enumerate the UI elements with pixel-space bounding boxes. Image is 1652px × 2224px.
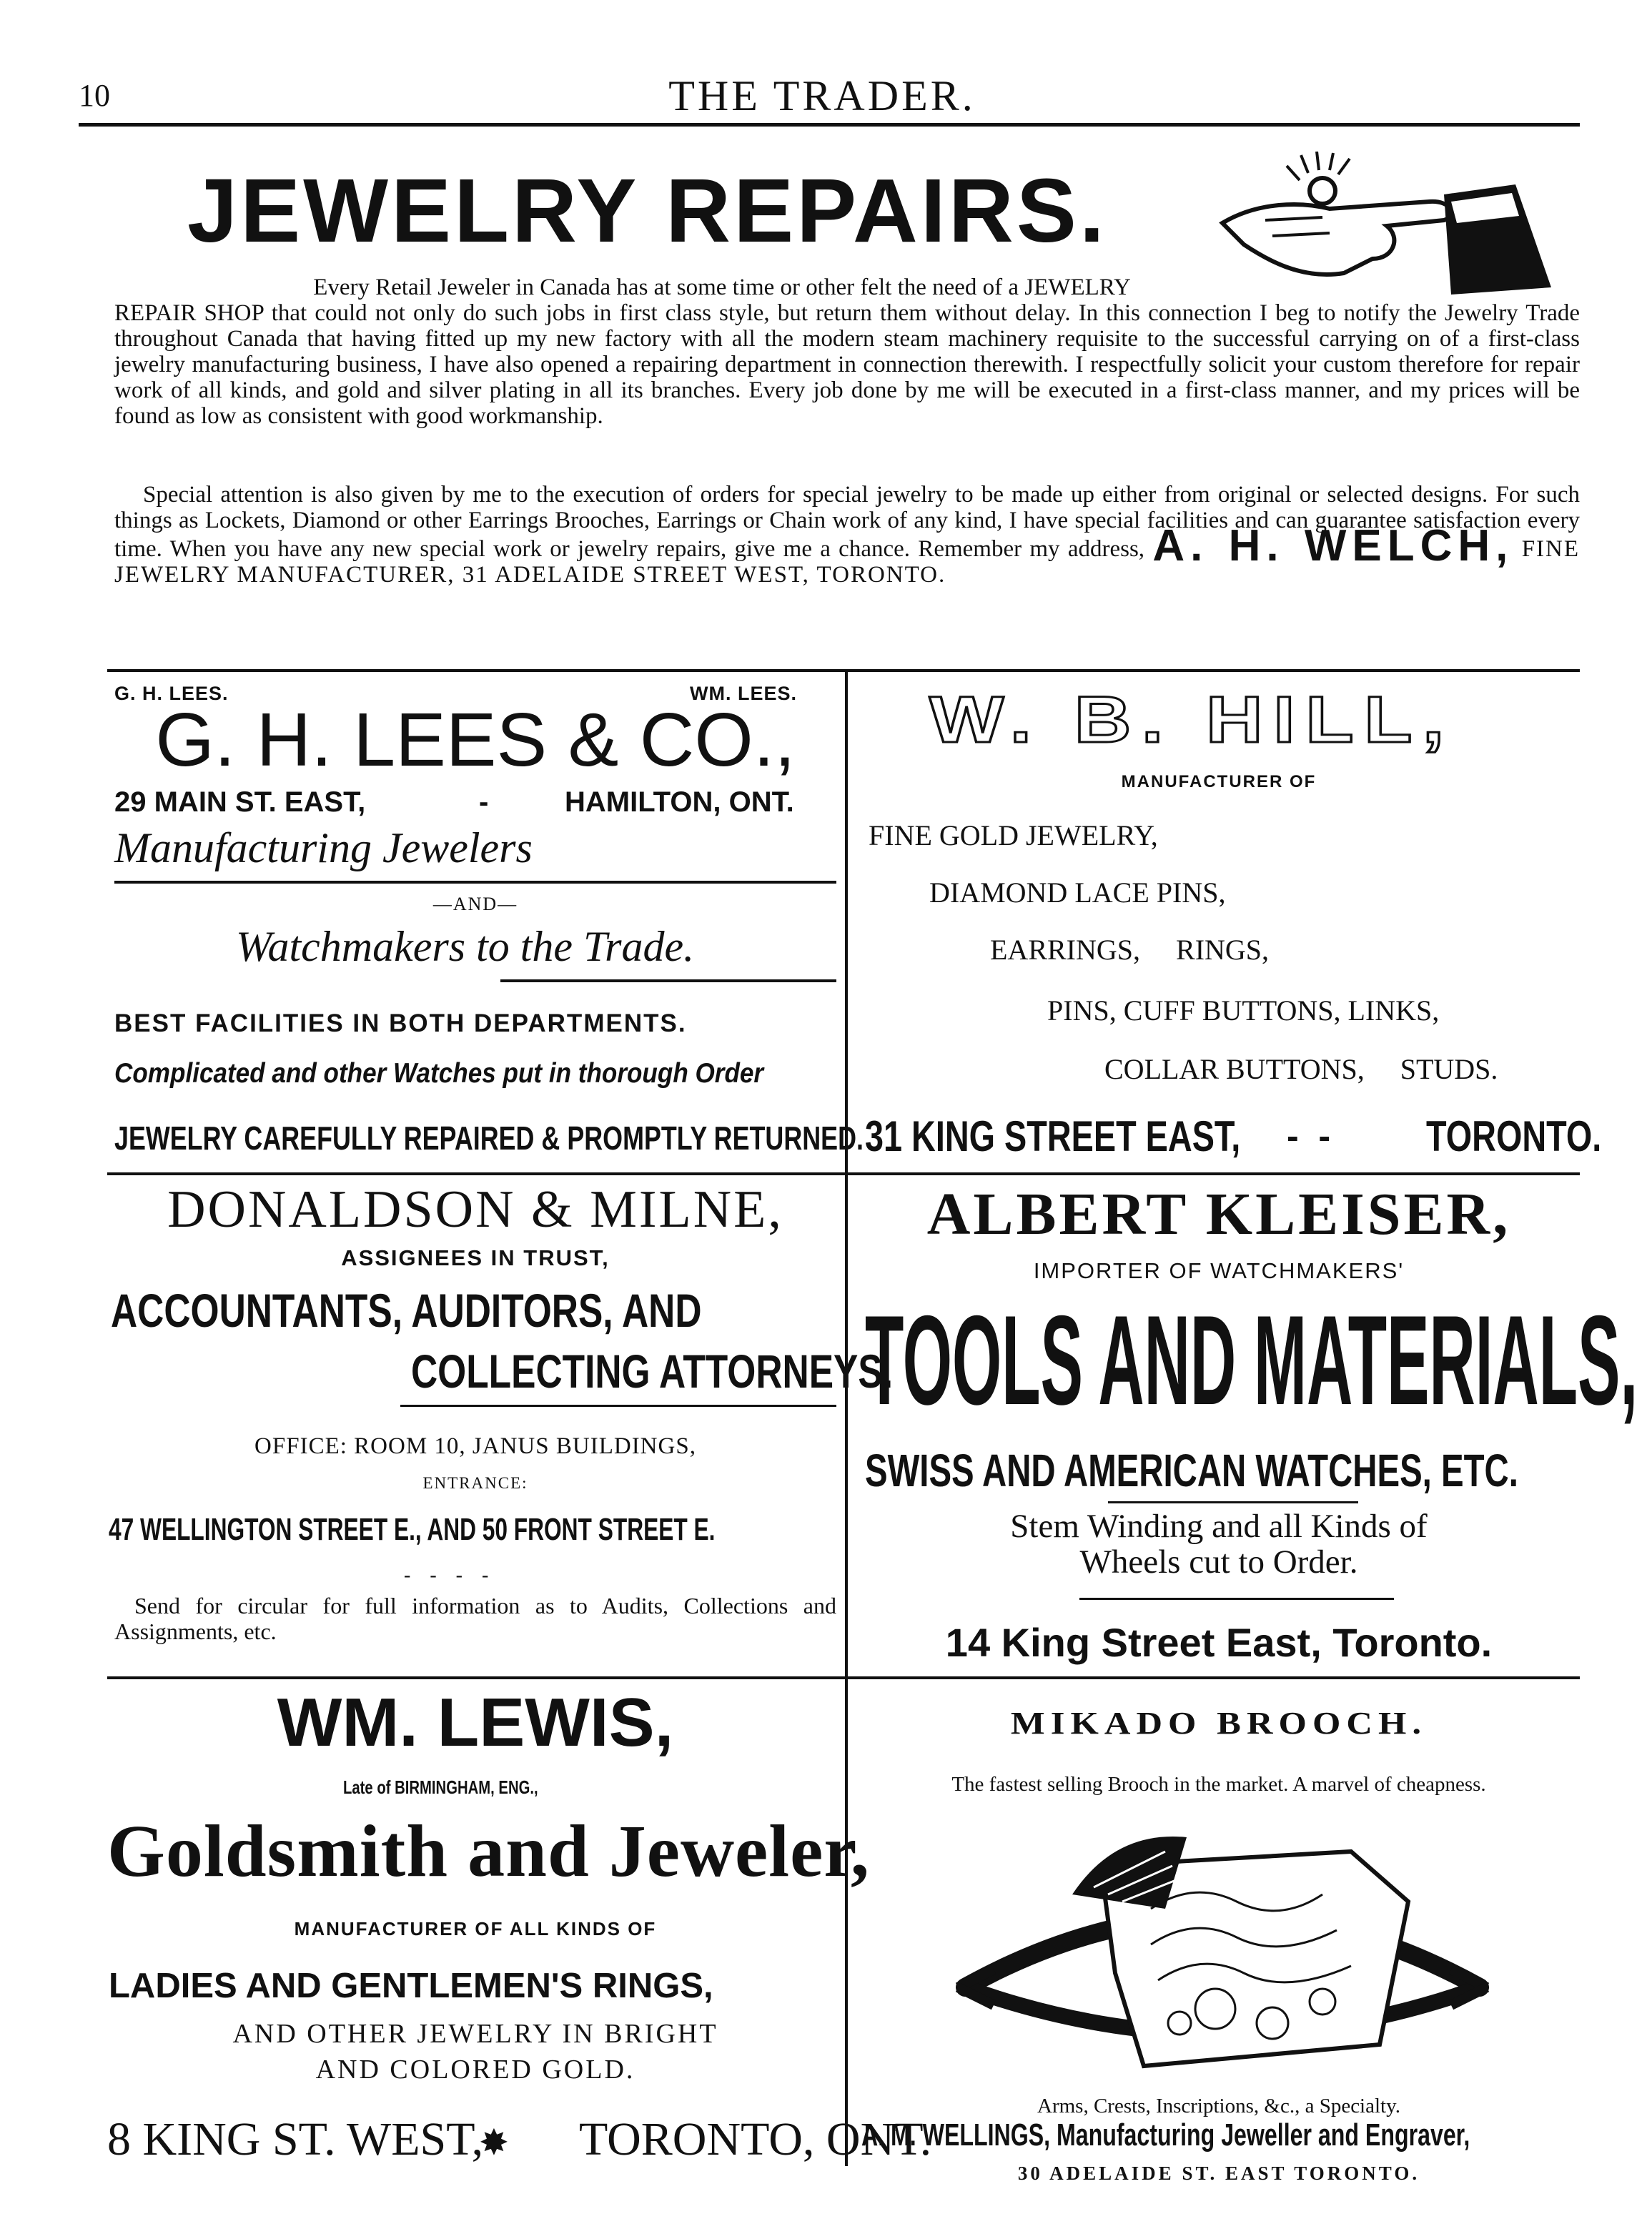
masthead-title: THE TRADER. — [668, 72, 976, 119]
hill-item-3: EARRINGS, RINGS, — [990, 934, 1270, 966]
welch-address: FINE JEWELRY MANUFACTURER, 31 ADELAIDE STREET WEST, TORONTO. — [114, 536, 1581, 588]
lewis-other1: AND OTHER JEWELRY IN BRIGHT — [232, 2019, 718, 2049]
donaldson-collecting: COLLECTING ATTORNEYS. — [411, 1345, 894, 1398]
lees-right-name: WM. LEES. — [690, 683, 797, 704]
kleiser-importer: IMPORTER OF WATCHMAKERS' — [1033, 1258, 1405, 1283]
header-rule — [79, 123, 1580, 127]
donaldson-send: Send for circular for full information as to Audits, Collections and Assignments, etc. — [114, 1593, 836, 1644]
kleiser-stem2: Wheels cut to Order. — [1079, 1543, 1358, 1581]
section-rule-3 — [107, 1676, 1580, 1679]
hill-item-4: PINS, CUFF BUTTONS, LINKS, — [1047, 994, 1440, 1027]
donaldson-title: DONALDSON & MILNE, — [167, 1180, 783, 1239]
mikado-wellings: A. M. WELLINGS, Manufacturing Jeweller and Engraver, — [861, 2117, 1470, 2153]
welch-name: A. H. WELCH, — [1152, 521, 1514, 570]
hill-item-1: FINE GOLD JEWELRY, — [869, 819, 1158, 851]
lewis-late: Late of BIRMINGHAM, ENG., — [343, 1776, 538, 1798]
kleiser-address: 14 King Street East, Toronto. — [945, 1620, 1493, 1665]
lees-manufacturing-line: Manufacturing Jewelers — [114, 824, 533, 871]
lees-watchmakers-line: Watchmakers to the Trade. — [236, 923, 695, 970]
lees-address-street: 29 MAIN ST. EAST, — [114, 786, 366, 818]
lees-address-dash: - — [479, 786, 489, 818]
hill-address-street: 31 KING STREET EAST, — [865, 1112, 1241, 1160]
donaldson-dash-divider: - - - - — [404, 1564, 496, 1586]
lewis-address-star: ✸ — [479, 2122, 509, 2163]
mikado-address: 30 ADELAIDE ST. EAST TORONTO. — [1017, 2163, 1420, 2184]
section-rule-2 — [107, 1172, 1580, 1175]
lees-jewelry-repaired: JEWELRY CAREFULLY REPAIRED & PROMPTLY RETURNED. — [114, 1120, 864, 1157]
hill-title: W. B. HILL, — [929, 683, 1455, 756]
kleiser-stem1: Stem Winding and all Kinds of — [1010, 1508, 1428, 1545]
lees-address-city: HAMILTON, ONT. — [565, 786, 794, 818]
pointing-hand-icon — [1215, 152, 1587, 309]
lees-rule — [114, 881, 836, 884]
column-rule — [845, 672, 848, 2166]
donaldson-office: OFFICE: ROOM 10, JANUS BUILDINGS, — [254, 1433, 696, 1459]
donaldson-entrance: ENTRANCE: — [422, 1474, 528, 1492]
donaldson-rule — [400, 1405, 836, 1407]
lees-title: G. H. LEES & CO., — [155, 698, 796, 782]
welch-para2-text: Special attention is also given by me to the execution of orders for special jewelry to be made up either from original or selected designs. For such things as Lockets, Diamond or other Earrings Brooches, Earrings or Chain work of any kind, I have special facilities and can guarantee satisfaction every time. When you have any new special work or jewelry repairs, give me a chance. Remember my address, — [114, 482, 1580, 562]
hill-address-city: TORONTO. — [1426, 1112, 1602, 1160]
lewis-other2: AND COLORED GOLD. — [315, 2055, 635, 2085]
lewis-address-street: 8 KING ST. WEST, — [107, 2113, 484, 2165]
hill-manufacturer: MANUFACTURER OF — [1121, 772, 1317, 791]
mikado-arms: Arms, Crests, Inscriptions, &c., a Specialty. — [1037, 2095, 1400, 2117]
mikado-fastest: The fastest selling Brooch in the market. A marvel of cheapness. — [951, 1773, 1486, 1796]
donaldson-assignees: ASSIGNEES IN TRUST, — [341, 1245, 610, 1270]
lees-rule-2 — [500, 979, 836, 982]
section-rule-1 — [107, 669, 1580, 672]
kleiser-rule-2 — [1079, 1598, 1394, 1600]
hill-address-dash: - - — [1287, 1116, 1331, 1156]
brooch-illustration-icon — [951, 1809, 1494, 2080]
lewis-goldsmith: Goldsmith and Jeweler, — [107, 1810, 870, 1892]
hill-item-5: COLLAR BUTTONS, STUDS. — [1104, 1053, 1498, 1085]
kleiser-title: ALBERT KLEISER, — [926, 1181, 1511, 1247]
lees-best-facilities: BEST FACILITIES IN BOTH DEPARTMENTS. — [114, 1009, 687, 1037]
donaldson-accountants: ACCOUNTANTS, AUDITORS, AND — [111, 1284, 702, 1337]
welch-para1-body: REPAIR SHOP that could not only do such jobs in first class style, but return them without delay. In this connection I beg to notify the Jewelry Trade throughout Canada that having fitted up my new factory with all the modern steam machinery requisite to the successful carrying on of a first-class jewelry manufacturing business, I have also opened a repairing department in connection therewith. I respectfully solicit your custom therefore for repair work of all kinds, and gold and silver plating in all its branches. Every job done by me will be executed in a first-class manner, and my prices will be found as low as consistent with good workmanship. — [114, 300, 1580, 429]
lewis-manufacturer: MANUFACTURER OF ALL KINDS OF — [294, 1918, 657, 1939]
lewis-rings: LADIES AND GENTLEMEN'S RINGS, — [109, 1967, 713, 2005]
lees-and: —AND— — [432, 894, 518, 914]
page-number: 10 — [79, 78, 110, 113]
lees-left-name: G. H. LEES. — [114, 683, 229, 704]
lewis-address-city: TORONTO, ONT. — [579, 2113, 932, 2165]
donaldson-street: 47 WELLINGTON STREET E., AND 50 FRONT STREET E. — [109, 1512, 716, 1547]
kleiser-tools-materials: TOOLS AND MATERIALS, — [865, 1289, 1638, 1431]
kleiser-rule — [1108, 1501, 1358, 1503]
lees-complicated: Complicated and other Watches put in thorough Order — [114, 1058, 764, 1089]
lewis-title: WM. LEWIS, — [277, 1684, 674, 1761]
welch-para1-intro: Every Retail Jeweler in Canada has at some time or other felt the need of a JEWELRY — [313, 275, 1131, 300]
welch-para2-body — [114, 482, 1580, 588]
hill-item-2: DIAMOND LACE PINS, — [929, 876, 1226, 909]
welch-headline: JEWELRY REPAIRS. — [187, 160, 1107, 261]
kleiser-swiss: SWISS AND AMERICAN WATCHES, ETC. — [865, 1445, 1518, 1496]
mikado-title: MIKADO BROOCH. — [1010, 1706, 1428, 1741]
